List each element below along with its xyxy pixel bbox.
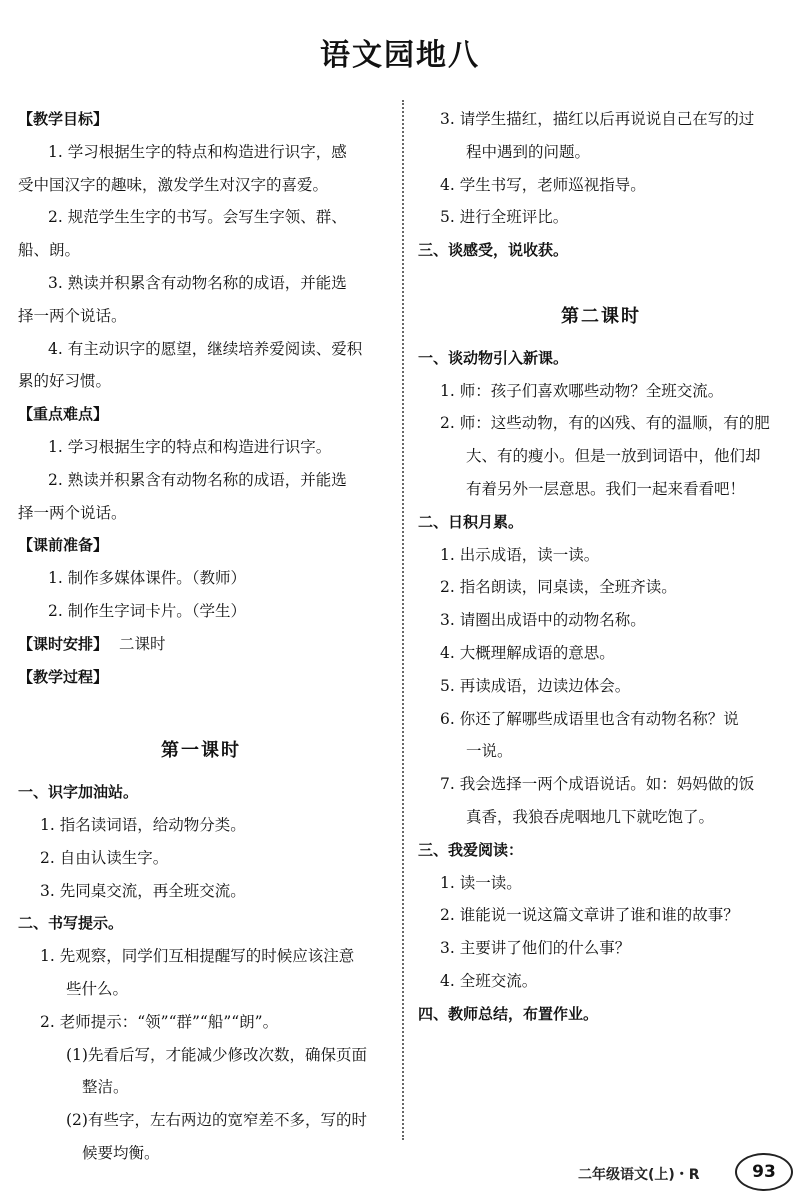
lesson1-s2-sub1-line-2: 整洁。 — [82, 1078, 129, 1097]
preparation-item-1: 1. 制作多媒体课件。（教师） — [48, 569, 246, 588]
lesson1-s1-item-3: 3. 先同桌交流，再全班交流。 — [40, 881, 246, 900]
lesson2-s2-item-7-line-2: 真香，我狼吞虎咽地几下就吃饱了。 — [466, 807, 715, 826]
process-heading: 【教学过程】 — [18, 667, 109, 686]
lesson2-s2-item-4: 4. 大概理解成语的意思。 — [440, 643, 615, 662]
schedule-value: 二课时 — [118, 634, 166, 653]
goal-4-line-2: 累的好习惯。 — [18, 372, 112, 391]
goal-4-line-1: 4. 有主动识字的愿望，继续培养爱阅读、爱积 — [48, 339, 363, 358]
lesson1-s2-sub2-line-1: (2)有些字，左右两边的宽窄差不多，写的时 — [66, 1111, 367, 1130]
lesson-1-title: 第一课时 — [161, 740, 241, 762]
schedule-heading: 【课时安排】 — [18, 634, 109, 653]
cont-item-4: 4. 学生书写，老师巡视指导。 — [440, 175, 646, 194]
cont-item-3-line-1: 3. 请学生描红，描红以后再说说自己在写的过 — [440, 110, 755, 128]
lesson2-s3-item-2: 2. 谁能说一说这篇文章讲了谁和谁的故事？ — [440, 906, 739, 925]
lesson2-s2-item-1: 1. 出示成语，读一读。 — [440, 545, 600, 564]
lesson2-s3-item-4: 4. 全班交流。 — [440, 971, 538, 990]
preparation-heading: 【课前准备】 — [18, 536, 109, 555]
page-footer — [578, 1153, 788, 1193]
goal-3-line-2: 择一两个说话。 — [18, 306, 127, 325]
lesson2-s2-item-6-line-2: 一说。 — [466, 742, 513, 761]
right-column — [418, 103, 784, 1031]
lesson2-s1-item2-line-2: 大、有的瘦小。但是一放到词语中，他们却 — [466, 447, 761, 466]
cont-item-5: 5. 进行全班评比。 — [440, 208, 569, 227]
goal-1-line-2: 受中国汉字的趣味，激发学生对汉字的喜爱。 — [18, 175, 329, 194]
goal-1-line-1: 1. 学习根据生字的特点和构造进行识字，感 — [48, 142, 347, 161]
lesson2-s2-item-2: 2. 指名朗读，同桌读，全班齐读。 — [440, 578, 677, 597]
lesson2-s3-item-3: 3. 主要讲了他们的什么事？ — [440, 939, 631, 958]
goal-3-line-1: 3. 熟读并积累含有动物名称的成语，并能选 — [48, 273, 347, 292]
lesson-2-title: 第二课时 — [561, 305, 641, 327]
lesson1-section2-heading: 二、书写提示。 — [18, 914, 124, 933]
goal-2-line-1: 2. 规范学生生字的书写。会写生字领、群、 — [48, 208, 347, 227]
lesson2-s2-item-3: 3. 请圈出成语中的动物名称。 — [440, 611, 646, 630]
key-point-2-line-2: 择一两个说话。 — [18, 503, 127, 522]
lesson1-section1-heading: 一、识字加油站。 — [18, 783, 139, 802]
key-point-1: 1. 学习根据生字的特点和构造进行识字。 — [48, 437, 332, 456]
lesson2-s2-item-6-line-1: 6. 你还了解哪些成语里也含有动物名称？说 — [440, 709, 739, 728]
lesson2-section2-heading: 二、日积月累。 — [418, 512, 524, 531]
lesson2-section3-heading: 三、我爱阅读： — [418, 840, 524, 859]
cont-item-3-line-2: 程中遇到的问题。 — [466, 142, 591, 161]
lesson1-s1-item-1: 1. 指名读词语，给动物分类。 — [40, 815, 246, 834]
left-column — [18, 103, 384, 1170]
section3-heading: 三、谈感受，说收获。 — [418, 241, 569, 260]
lesson2-s1-item2-line-1: 2. 师：这些动物，有的凶残、有的温顺，有的肥 — [440, 414, 770, 433]
lesson1-s2-sub1-line-1: (1)先看后写，才能减少修改次数，确保页面 — [66, 1045, 367, 1064]
lesson2-section4-heading: 四、教师总结，布置作业。 — [418, 1004, 599, 1023]
lesson1-s1-item-2: 2. 自由认读生字。 — [40, 848, 169, 867]
lesson2-s3-item-1: 1. 读一读。 — [440, 873, 522, 892]
lesson1-s2-sub2-line-2: 候要均衡。 — [82, 1143, 160, 1162]
lesson2-s2-item-5: 5. 再读成语，边读边体会。 — [440, 676, 631, 695]
lesson1-s2-item1-line-2: 些什么。 — [66, 979, 129, 998]
teaching-goals-heading: 【教学目标】 — [18, 110, 109, 128]
lesson2-section1-heading: 一、谈动物引入新课。 — [418, 348, 569, 367]
preparation-item-2: 2. 制作生字词卡片。（学生） — [48, 601, 246, 620]
book-series-label: 二年级语文(上)・R — [578, 1167, 700, 1183]
lesson1-s2-item2: 2. 老师提示：“领”“群”“船”“朗”。 — [40, 1012, 279, 1031]
lesson1-s2-item1-line-1: 1. 先观察，同学们互相提醒写的时候应该注意 — [40, 947, 355, 966]
lesson2-s1-item2-line-3: 有着另外一层意思。我们一起来看看吧！ — [466, 479, 746, 498]
column-divider — [402, 100, 404, 1140]
page-number: 93 — [735, 1153, 793, 1191]
key-points-heading: 【重点难点】 — [18, 405, 109, 424]
key-point-2-line-1: 2. 熟读并积累含有动物名称的成语，并能选 — [48, 470, 347, 489]
page-title: 语文园地八 — [320, 38, 480, 73]
goal-2-line-2: 船、朗。 — [18, 241, 81, 260]
lesson2-s1-item1: 1. 师：孩子们喜欢哪些动物？全班交流。 — [440, 381, 724, 400]
lesson2-s2-item-7-line-1: 7. 我会选择一两个成语说话。如：妈妈做的饭 — [440, 775, 755, 794]
schedule-row — [18, 628, 384, 661]
